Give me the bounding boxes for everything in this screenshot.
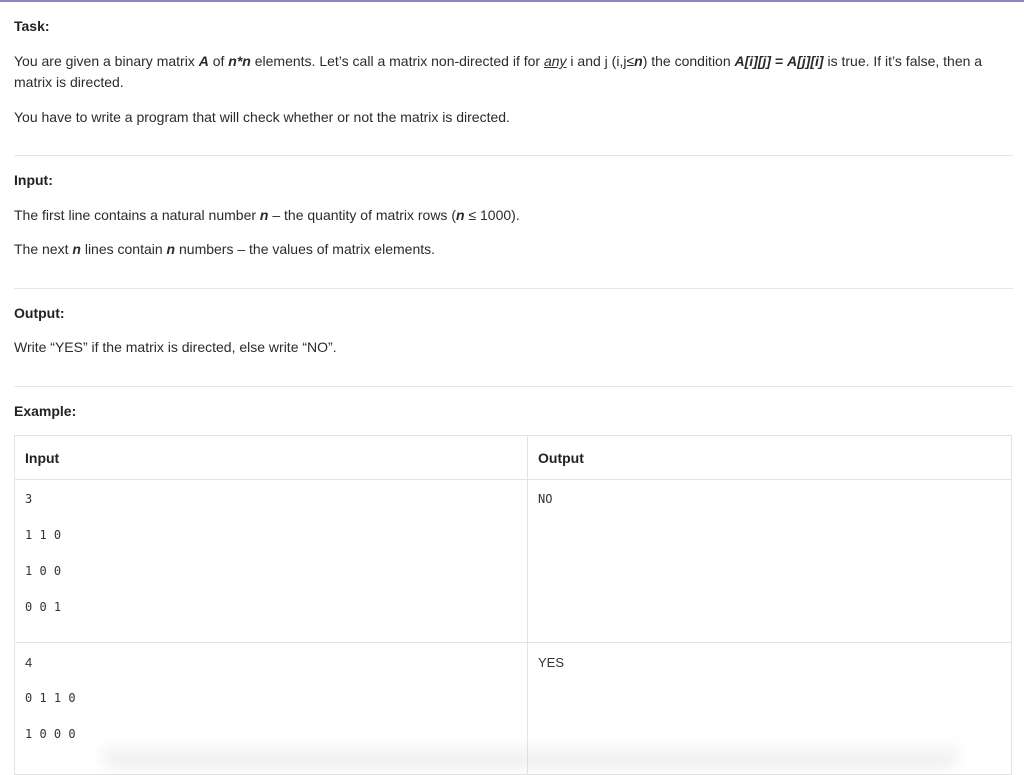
input-heading: Input: bbox=[14, 172, 53, 188]
task-instruction: You have to write a program that will check whether or not the matrix is directed. bbox=[14, 109, 510, 125]
example-heading: Example: bbox=[14, 403, 77, 419]
section-divider bbox=[14, 155, 1013, 156]
task-description: You are given a binary matrix A of n*n elements. Let’s call a matrix non-directed if for any i and j (i,j≤n) the condition A[i][j] = A[j][i] is true. If it’s false, then a matrix is directed. bbox=[14, 53, 983, 90]
any-link: any bbox=[543, 53, 567, 69]
example-2-input-line: 0 1 1 0 bbox=[25, 691, 76, 705]
output-description: Write “YES” if the matrix is directed, else write “NO”. bbox=[14, 339, 337, 355]
output-heading: Output: bbox=[14, 305, 65, 321]
output-column-header: Output bbox=[538, 450, 584, 466]
example-1-input-line: 0 0 1 bbox=[25, 600, 62, 614]
input-line-2: The next n lines contain n numbers – the values of matrix elements. bbox=[14, 241, 436, 257]
example-1-input-line: 3 bbox=[25, 492, 33, 506]
header-divider bbox=[15, 479, 1011, 480]
top-accent-line bbox=[0, 0, 1024, 2]
section-divider bbox=[14, 288, 1013, 289]
example-table bbox=[14, 435, 1012, 775]
input-column-header: Input bbox=[25, 450, 60, 466]
column-divider bbox=[527, 436, 528, 774]
example-2-output: YES bbox=[538, 655, 565, 670]
input-line-1: The first line contains a natural number n – the quantity of matrix rows (n ≤ 1000). bbox=[14, 207, 520, 223]
example-2-input-line: 1 0 0 0 bbox=[25, 727, 76, 741]
example-2-input-line: 4 bbox=[25, 655, 33, 670]
section-divider bbox=[14, 386, 1013, 387]
example-1-output: NO bbox=[538, 492, 553, 506]
bottom-shadow bbox=[100, 738, 960, 768]
row-divider bbox=[15, 642, 1011, 643]
example-1-input-line: 1 0 0 bbox=[25, 564, 62, 578]
example-1-input-line: 1 1 0 bbox=[25, 528, 62, 542]
task-heading: Task: bbox=[14, 18, 50, 34]
